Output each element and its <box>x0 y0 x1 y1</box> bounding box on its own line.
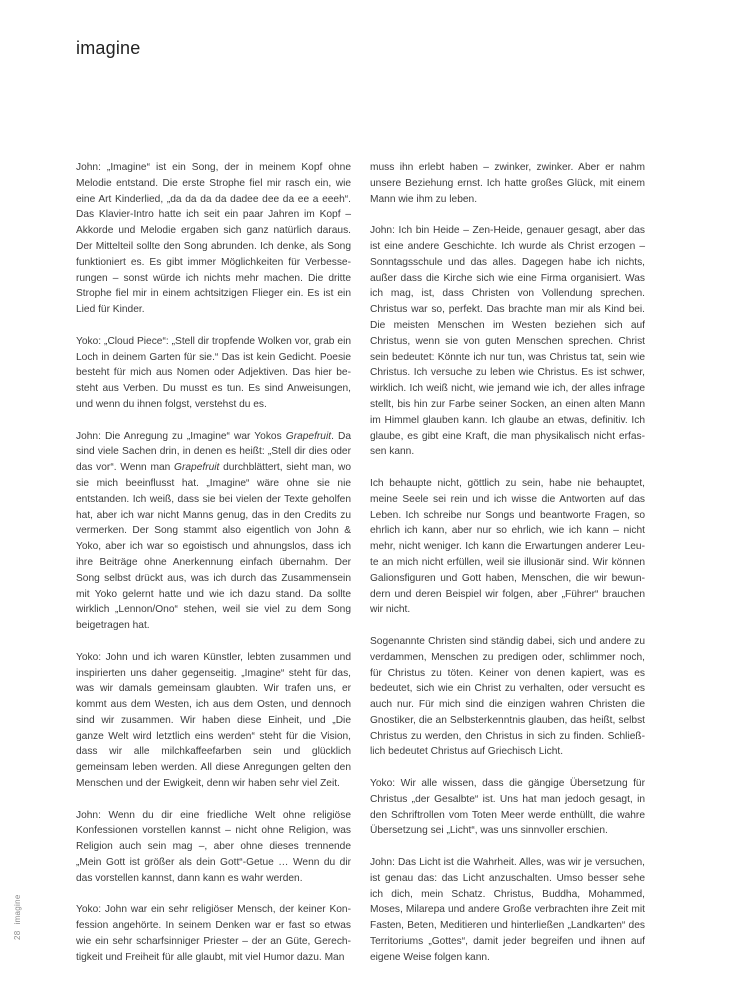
paragraph <box>370 855 645 966</box>
paragraph <box>76 902 351 965</box>
paragraph-text: Yoko: John und ich waren Künstler, lebten zusammen und inspirierten uns daher gegenseitig. „Imagine“ steht für das, was wir damals gemeinsam glaubten. Wir trafen uns, er kommt aus dem Westen, ich aus dem Osten, und dennoch sind wir zusammen. Wir haben diese Einheit, und „Die ganze Welt wird letztlich eins werden“ steht für die Vision, dass wir alle milchkaffeefarben sein und glücklich gemeinsam leben werden. All diese Anregungen gelten den Menschen und der Ewigkeit, denn wir haben sehr viel Zeit. <box>76 651 351 790</box>
paragraph-text: Ich behaupte nicht, göttlich zu sein, habe nie behauptet, meine Seele sei rein und ich wisse die Antworten auf das Leben. Ich schreibe nur Songs und beantworte Fragen, so ehrlich ich kann, aber nur so ehrlich, wie ich kann – nicht mehr, nicht weniger. Ich kann die Erwartungen anderer Leute an mich nicht erfüllen, weil sie illusionär sind. Wir können Galionsfiguren und Gott haben, Menschen, die wir bewundern und deren Beispiel wir folgen, aber „Führer“ brauchen wir nicht. <box>370 477 645 616</box>
paragraph <box>370 476 645 618</box>
paragraph <box>76 808 351 887</box>
page-footer <box>10 860 24 940</box>
paragraph <box>370 223 645 460</box>
paragraph-text: . Da sind viele Sachen drin, in denen es heißt: „Stell dir dies oder das vor“. Wenn man <box>76 430 351 474</box>
paragraph-text: John: Die Anregung zu „Imagine“ war Yokos <box>76 430 286 442</box>
paragraph-text: Yoko: Wir alle wissen, dass die gängige Übersetzung für Christus „der Gesalbte“ ist. Uns hat man jedoch gesagt, in den Schriftrollen vom Toten Meer werde enthüllt, die wahre Übersetzung sei „Licht“, was uns sinnvoller erschien. <box>370 778 645 837</box>
page-number: 28 <box>13 930 22 940</box>
paragraph-text: John: „Imagine“ ist ein Song, der in meinem Kopf ohne Melodie entstand. Die erste Strophe fiel mir rasch ein, wie eine Art Kinderlied, „da da da da dadee dee da ee a eeeh“. Das Klavier-Intro hatte ich seit ein paar Jahren im Kopf – Akkorde und Melodie ergaben sich ganz natürlich daraus. Der Mittelteil sollte den Song abrunden. Ich denke, als Song funktioniert es. Es gibt immer Möglichkeiten für Verbesserungen – sonst würde ich nichts mehr machen. Die dritte Strophe fiel mir in einem achtsitzigen Flieger ein. Es ist ein Lied für Kinder. <box>76 162 351 316</box>
running-title: imagine <box>13 894 22 925</box>
paragraph <box>76 334 351 413</box>
italic-title: Grapefruit <box>174 462 220 474</box>
paragraph <box>370 160 645 207</box>
paragraph-text: John: Ich bin Heide – Zen-Heide, genauer gesagt, aber das ist eine andere Geschichte. Ich wurde als Christ erzogen – Sonntagsschule und das alles. Dagegen habe ich nichts, außer dass die Kirche sich wie eine Firma organisiert. Was ich mag, ist, dass Christen von Vollendung sprechen. Christus war so, perfekt. Das brachte man mir als Kind bei. Die meisten Menschen im Westen beziehen sich auf Christus, wenn sie von guten Menschen sprechen. Christ sein bedeutet: Könnte ich nur tun, was Christus tat, sein wie Christus. Ich versuche zu leben wie Christus. Es ist schwer, wirklich. Ich weiß nicht, wie jemand wie ich, der alles infrage stellt, bis hin zur Farbe seiner Socken, an einen alten Mann im Himmel glauben kann. Ich glaube an etwas, definitiv. Ich glaube, es gibt eine Kraft, die man physikalisch nicht erfassen kann. <box>370 225 645 458</box>
paragraph-text: Sogenannte Christen sind ständig dabei, sich und andere zu verdammen, Menschen zu predigen oder, schlimmer noch, für Christus zu töten. Keiner von denen kapiert, was es bedeutet, sich wie ein Christ zu verhalten, oder versucht es auch nur. Für mich sind die einzigen wahren Christen die Gnostiker, die an Selbsterkenntnis glauben, das heißt, selbst Christus zu werden, den Christus in sich zu finden. Schließlich bedeutet Christus auf Griechisch Licht. <box>370 635 645 758</box>
paragraph-text: Yoko: „Cloud Piece“: „Stell dir tropfende Wolken vor, grab ein Loch in deinem Garten für sie.“ Das ist kein Gedicht. Poesie besteht für mich aus Nomen oder Adjektiven. Das hier besteht aus Verben. Du musst es tun. Es sind Anweisungen, und wenn du ihnen folgst, verstehst du es. <box>76 335 351 410</box>
page-title: imagine <box>76 38 141 58</box>
paragraph-text: durchblättert, sieht man, wo sie mich beeinflusst hat. „Imagine“ wäre ohne sie nie entstanden. Ich weiß, dass sie bei vielen der Texte geholfen hat, aber ich war nicht Manns genug, das in den Credits zu vermerken. Der Song stammt also eigentlich von John & Yoko, aber ich war so egoistisch und ahnungslos, dass ich ihre Beiträge ohne Anerkennung einfach übernahm. Der Song selbst drückt aus, was ich durch das Zusammensein mit Yoko gelernt hatte und wie ich dazu stand. Da sollte wirklich „Lennon/Ono“ stehen, weil sie viel zu dem Song beigetragen hat. <box>76 462 351 632</box>
paragraph <box>370 776 645 839</box>
paragraph <box>76 650 351 792</box>
paragraph-text: John: Wenn du dir eine friedliche Welt ohne religiöse Konfessionen vorstellen kannst – nicht ohne Religion, was Religion auch sein mag –, aber ohne dieses trennende „Mein Gott ist größer als dein Gott“-Getue … Wenn du dir das vorstellen kannst, dann kann es wahr werden. <box>76 809 351 884</box>
paragraph-text: John: Das Licht ist die Wahrheit. Alles, was wir je versuchen, ist genau das: das Licht anzuschalten. Umso besser sehe ich dich, mein Schatz. Christus, Buddha, Mohammed, Moses, Milarepa und andere Große verbrachten ihre Zeit mit Fasten, Beten, Meditieren und hinterließen „Landkarten“ des Territoriums „Gottes“, damit jeder begreifen und ihnen auf eigene Weise folgen kann. <box>370 857 645 963</box>
paragraph-text: muss ihn erlebt haben – zwinker, zwinker. Aber er nahm unsere Beziehung ernst. Ich hatte großes Glück, mit einem Mann wie ihm zu leben. <box>370 162 645 205</box>
paragraph <box>76 429 351 634</box>
italic-title: Grapefruit <box>285 430 332 442</box>
running-footer <box>13 894 22 940</box>
paragraph-text: Yoko: John war ein sehr religiöser Mensch, der keiner Konfession angehörte. In seinem Denken war er fast so etwas wie ein sehr scharfsinniger Priester – der an Güte, Gerechtigkeit und Freiheit für alle glaubt, mit viel Humor dazu. Man <box>76 904 351 963</box>
paragraph <box>370 634 645 760</box>
left-column <box>76 160 351 981</box>
right-column <box>370 160 645 981</box>
paragraph <box>76 160 351 318</box>
